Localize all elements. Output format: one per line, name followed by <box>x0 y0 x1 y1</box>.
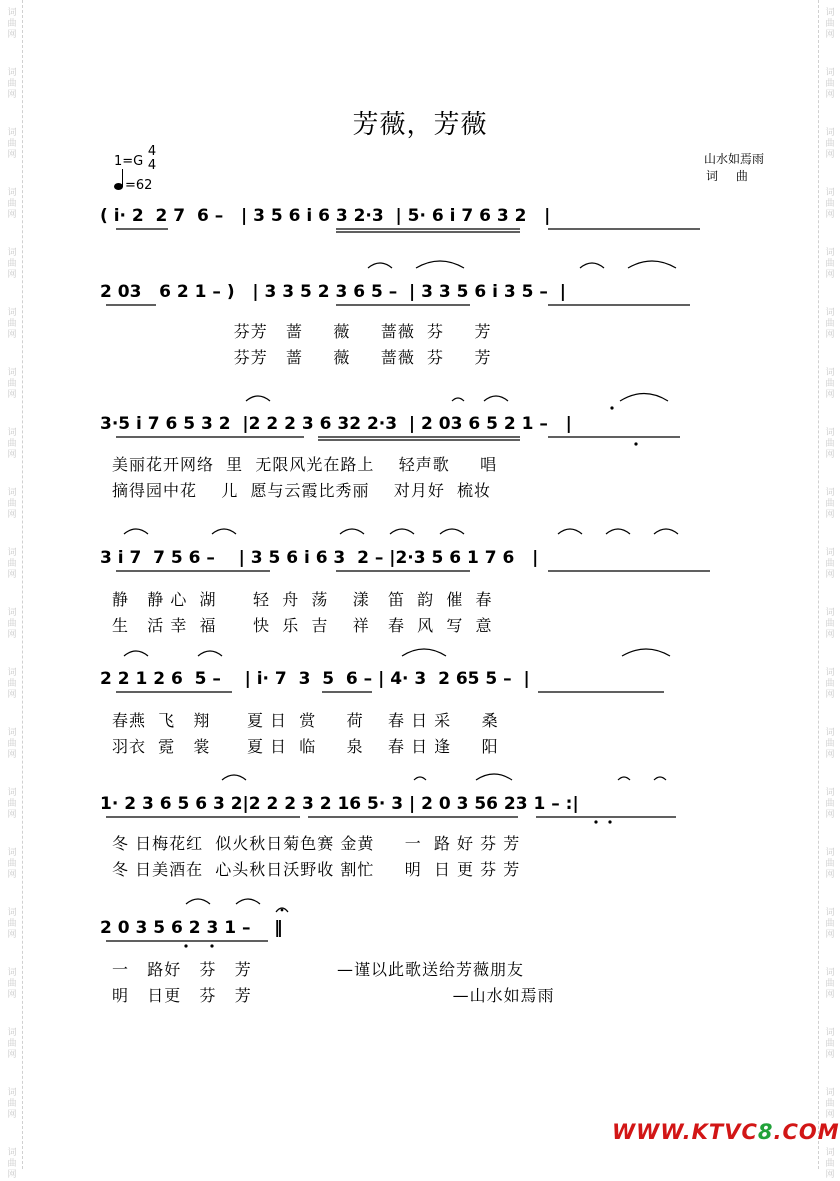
notation-line-1: ( i· 2 2 7 6 – | 3 5 6 i 6 3 2·3 | 5· 6 i 7 6 3 2 | <box>100 206 551 226</box>
lyrics-music-credit: 词 曲 <box>706 169 748 183</box>
site-logo-accent: 8 <box>757 1120 774 1144</box>
site-logo <box>612 1120 840 1144</box>
watermark-mark: 词 曲 网 <box>7 488 17 520</box>
key-signature: 1=G <box>114 154 144 169</box>
watermark-mark: 词 曲 网 <box>825 128 835 160</box>
watermark-mark: 词 曲 网 <box>825 1028 835 1060</box>
watermark-mark: 词 曲 网 <box>825 188 835 220</box>
lyric-line-2-verse-2: 摘得园中花 儿 愿与云霞比秀丽 对月好 梳妆 <box>112 481 492 500</box>
watermark-mark: 词 曲 网 <box>7 548 17 580</box>
octave-dots <box>184 406 637 947</box>
watermark-mark: 词 曲 网 <box>7 788 17 820</box>
watermark-mark: 词 曲 网 <box>825 1148 835 1180</box>
watermark-mark: 词 曲 网 <box>7 68 17 100</box>
song-title: 芳薇，芳薇 <box>352 110 488 140</box>
notation-line-4: 3 i 7 7 5 6 – | 3 5 6 i 6 3 2 – |2·3 5 6 1 7 6 | <box>100 548 539 568</box>
watermark-mark: 词 曲 网 <box>7 608 17 640</box>
watermark-mark: 词 曲 网 <box>825 8 835 40</box>
author-credit: 山水如焉雨 <box>704 152 765 166</box>
lyric-line-1-verse-1: 芬芳 蔷 薇 蔷薇 芬 芳 <box>112 322 492 341</box>
watermark-mark: 词 曲 网 <box>7 308 17 340</box>
watermark-mark: 词 曲 网 <box>825 728 835 760</box>
watermark-mark: 词 曲 网 <box>825 1088 835 1120</box>
watermark-mark: 词 曲 网 <box>825 68 835 100</box>
watermark-mark: 词 曲 网 <box>7 8 17 40</box>
watermark-mark: 词 曲 网 <box>7 668 17 700</box>
site-logo-main: WWW.KTVC <box>612 1120 758 1144</box>
watermark-mark: 词 曲 网 <box>7 848 17 880</box>
watermark-mark: 词 曲 网 <box>825 788 835 820</box>
lyric-line-4-verse-2: 羽衣 霓 裳 夏 日 临 泉 春 日 逢 阳 <box>112 737 499 756</box>
time-sig-bottom: 4 <box>147 158 157 173</box>
watermark-mark: 词 曲 网 <box>825 668 835 700</box>
lyric-line-5-verse-2: 冬 日美酒在 心头秋日沃野收 割忙 明 日 更 芬 芳 <box>112 860 521 879</box>
watermark-mark: 词 曲 网 <box>825 368 835 400</box>
watermark-mark: 词 曲 网 <box>7 368 17 400</box>
lyric-line-1-verse-2: 芬芳 蔷 薇 蔷薇 芬 芳 <box>112 348 492 367</box>
time-sig-top: 4 <box>147 144 157 159</box>
lyric-line-6-verse-2: 明 日更 芬 芳 —山水如焉雨 <box>112 986 555 1005</box>
watermark-mark: 词 曲 网 <box>7 248 17 280</box>
rhythm-underlines <box>106 229 710 941</box>
lyric-line-3-verse-1: 静 静 心 湖 轻 舟 荡 漾 笛 韵 催 春 <box>112 590 493 609</box>
watermark-mark: 词 曲 网 <box>825 428 835 460</box>
watermark-mark: 词 曲 网 <box>7 968 17 1000</box>
tempo-value: =62 <box>125 178 153 193</box>
notation-line-3: 3·5 i 7 6 5 3 2 |2 2 2 3 6 32 2·3 | 2 03 6 5 2 1 – | <box>100 414 572 434</box>
lyric-line-6-verse-1: 一 路好 芬 芳 —谨以此歌送给芳薇朋友 <box>112 960 524 979</box>
lyric-line-2-verse-1: 美丽花开网络 里 无限风光在路上 轻声歌 唱 <box>112 455 498 474</box>
lyric-line-5-verse-1: 冬 日梅花红 似火秋日菊色赛 金黄 一 路 好 芬 芳 <box>112 834 521 853</box>
slur-marks <box>124 261 678 904</box>
notation-line-7: 2 0 3 5 6 2 3 1 – ‖ <box>100 918 283 938</box>
watermark-mark: 词 曲 网 <box>7 908 17 940</box>
lyric-line-4-verse-1: 春燕 飞 翔 夏 日 赏 荷 春 日 采 桑 <box>112 711 499 730</box>
watermark-mark: 词 曲 网 <box>7 188 17 220</box>
watermark-mark: 词 曲 网 <box>825 908 835 940</box>
notation-line-5: 2 2 1 2 6 5 – | i· 7 3 5 6 – | 4· 3 2 65 5 – | <box>100 669 530 689</box>
watermark-mark: 词 曲 网 <box>825 488 835 520</box>
site-logo-tail: .COM <box>773 1120 840 1144</box>
watermark-mark: 词 曲 网 <box>7 1088 17 1120</box>
watermark-mark: 词 曲 网 <box>7 128 17 160</box>
watermark-mark: 词 曲 网 <box>825 548 835 580</box>
watermark-mark: 词 曲 网 <box>825 308 835 340</box>
watermark-mark: 词 曲 网 <box>825 968 835 1000</box>
watermark-mark: 词 曲 网 <box>7 1028 17 1060</box>
watermark-mark: 词 曲 网 <box>7 728 17 760</box>
watermark-mark: 词 曲 网 <box>825 848 835 880</box>
notation-line-6: 1· 2 3 6 5 6 3 2|2 2 2 3 2 16 5· 3 | 2 0 3 56 23 1 – :| <box>100 794 579 814</box>
notation-line-2: 2 03 6 2 1 – ) | 3 3 5 2 3 6 5 – | 3 3 5 6 i 3 5 – | <box>100 282 566 302</box>
watermark-mark: 词 曲 网 <box>7 1148 17 1180</box>
lyric-line-3-verse-2: 生 活 幸 福 快 乐 吉 祥 春 风 写 意 <box>112 616 493 635</box>
watermark-mark: 词 曲 网 <box>825 248 835 280</box>
watermark-mark: 词 曲 网 <box>7 428 17 460</box>
watermark-mark: 词 曲 网 <box>825 608 835 640</box>
